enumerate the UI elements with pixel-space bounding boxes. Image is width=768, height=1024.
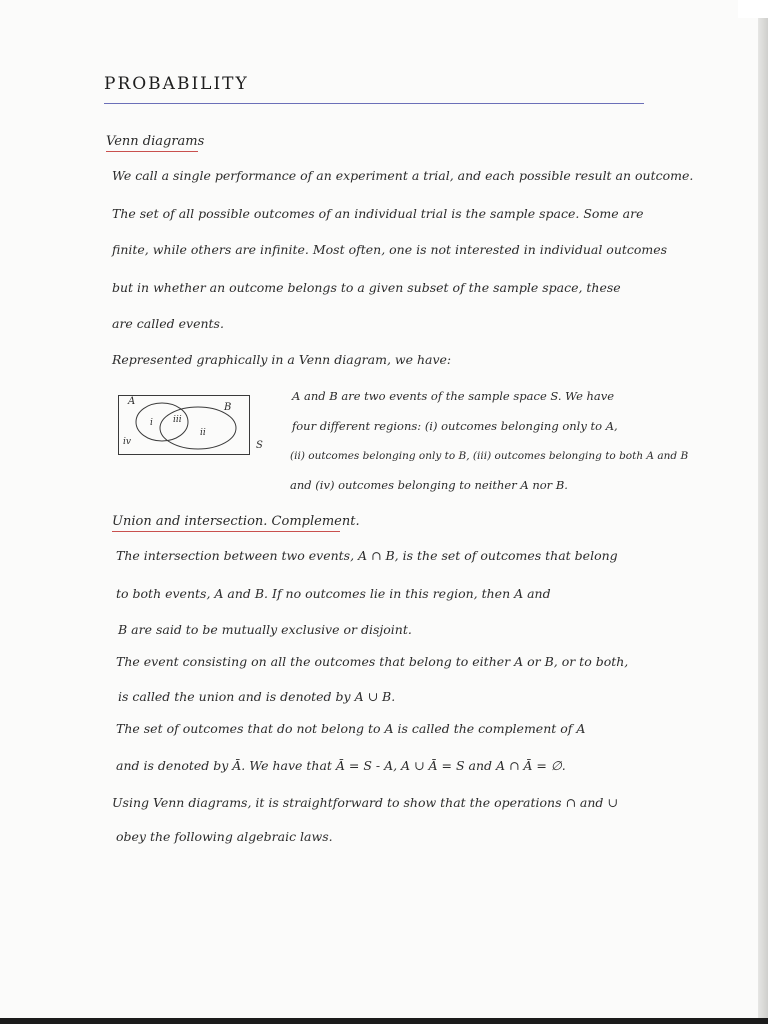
union-line-3: B are said to be mutually exclusive or disjoint.: [118, 622, 412, 637]
union-line-5: is called the union and is denoted by A ∪ B.: [118, 689, 396, 704]
union-line-2: to both events, A and B. If no outcomes lie in this region, then A and: [116, 586, 551, 601]
venn-intro-line: Represented graphically in a Venn diagram, we have:: [112, 352, 452, 367]
paragraph-line-2: The set of all possible outcomes of an individual trial is the sample space. Some are: [112, 206, 644, 221]
venn-explanation-line-2: four different regions: (i) outcomes belonging only to A,: [292, 419, 618, 433]
venn-label-a: A: [128, 396, 136, 407]
venn-label-b: B: [224, 402, 232, 413]
union-line-4: The event consisting on all the outcomes that belong to either A or B, or to both,: [116, 654, 629, 669]
paragraph-line-4: but in whether an outcome belongs to a given subset of the sample space, these: [112, 280, 621, 295]
venn-label-s: S: [256, 440, 263, 451]
venn-circle-b: [160, 407, 236, 449]
union-line-9: obey the following algebraic laws.: [116, 829, 333, 844]
venn-region-ii: ii: [200, 428, 206, 438]
union-line-7: and is denoted by Ā. We have that Ā = S - A, A ∪ Ā = S and A ∩ Ā = ∅.: [116, 758, 566, 773]
page-title: PROBABILITY: [104, 74, 249, 94]
section-heading-venn-underline: [106, 151, 198, 152]
union-line-6: The set of outcomes that do not belong to A is called the complement of A: [116, 721, 586, 736]
union-line-1: The intersection between two events, A ∩ B, is the set of outcomes that belong: [116, 548, 618, 563]
bottom-edge: [0, 1018, 768, 1024]
venn-explanation-line-4: and (iv) outcomes belonging to neither A nor B.: [290, 478, 568, 492]
section-heading-union-underline: [112, 531, 340, 532]
page-corner: [738, 0, 768, 18]
page-edge: [758, 0, 768, 1024]
section-heading-union: Union and intersection. Complement.: [112, 514, 360, 529]
venn-region-iv: iv: [123, 437, 131, 447]
venn-explanation-line-3: (ii) outcomes belonging only to B, (iii) outcomes belonging to both A and B: [290, 450, 689, 462]
venn-explanation-line-1: A and B are two events of the sample space S. We have: [292, 389, 615, 403]
title-underline: [104, 103, 644, 104]
venn-region-i: i: [150, 418, 153, 428]
paragraph-line-5: are called events.: [112, 316, 224, 331]
union-line-8: Using Venn diagrams, it is straightforward to show that the operations ∩ and ∪: [112, 795, 618, 810]
venn-region-iii: iii: [173, 415, 182, 425]
paragraph-line-3: finite, while others are infinite. Most often, one is not interested in individual outcomes: [112, 242, 668, 257]
paragraph-line-1: We call a single performance of an experiment a trial, and each possible result an outcome.: [112, 168, 694, 183]
section-heading-venn: Venn diagrams: [106, 134, 205, 149]
